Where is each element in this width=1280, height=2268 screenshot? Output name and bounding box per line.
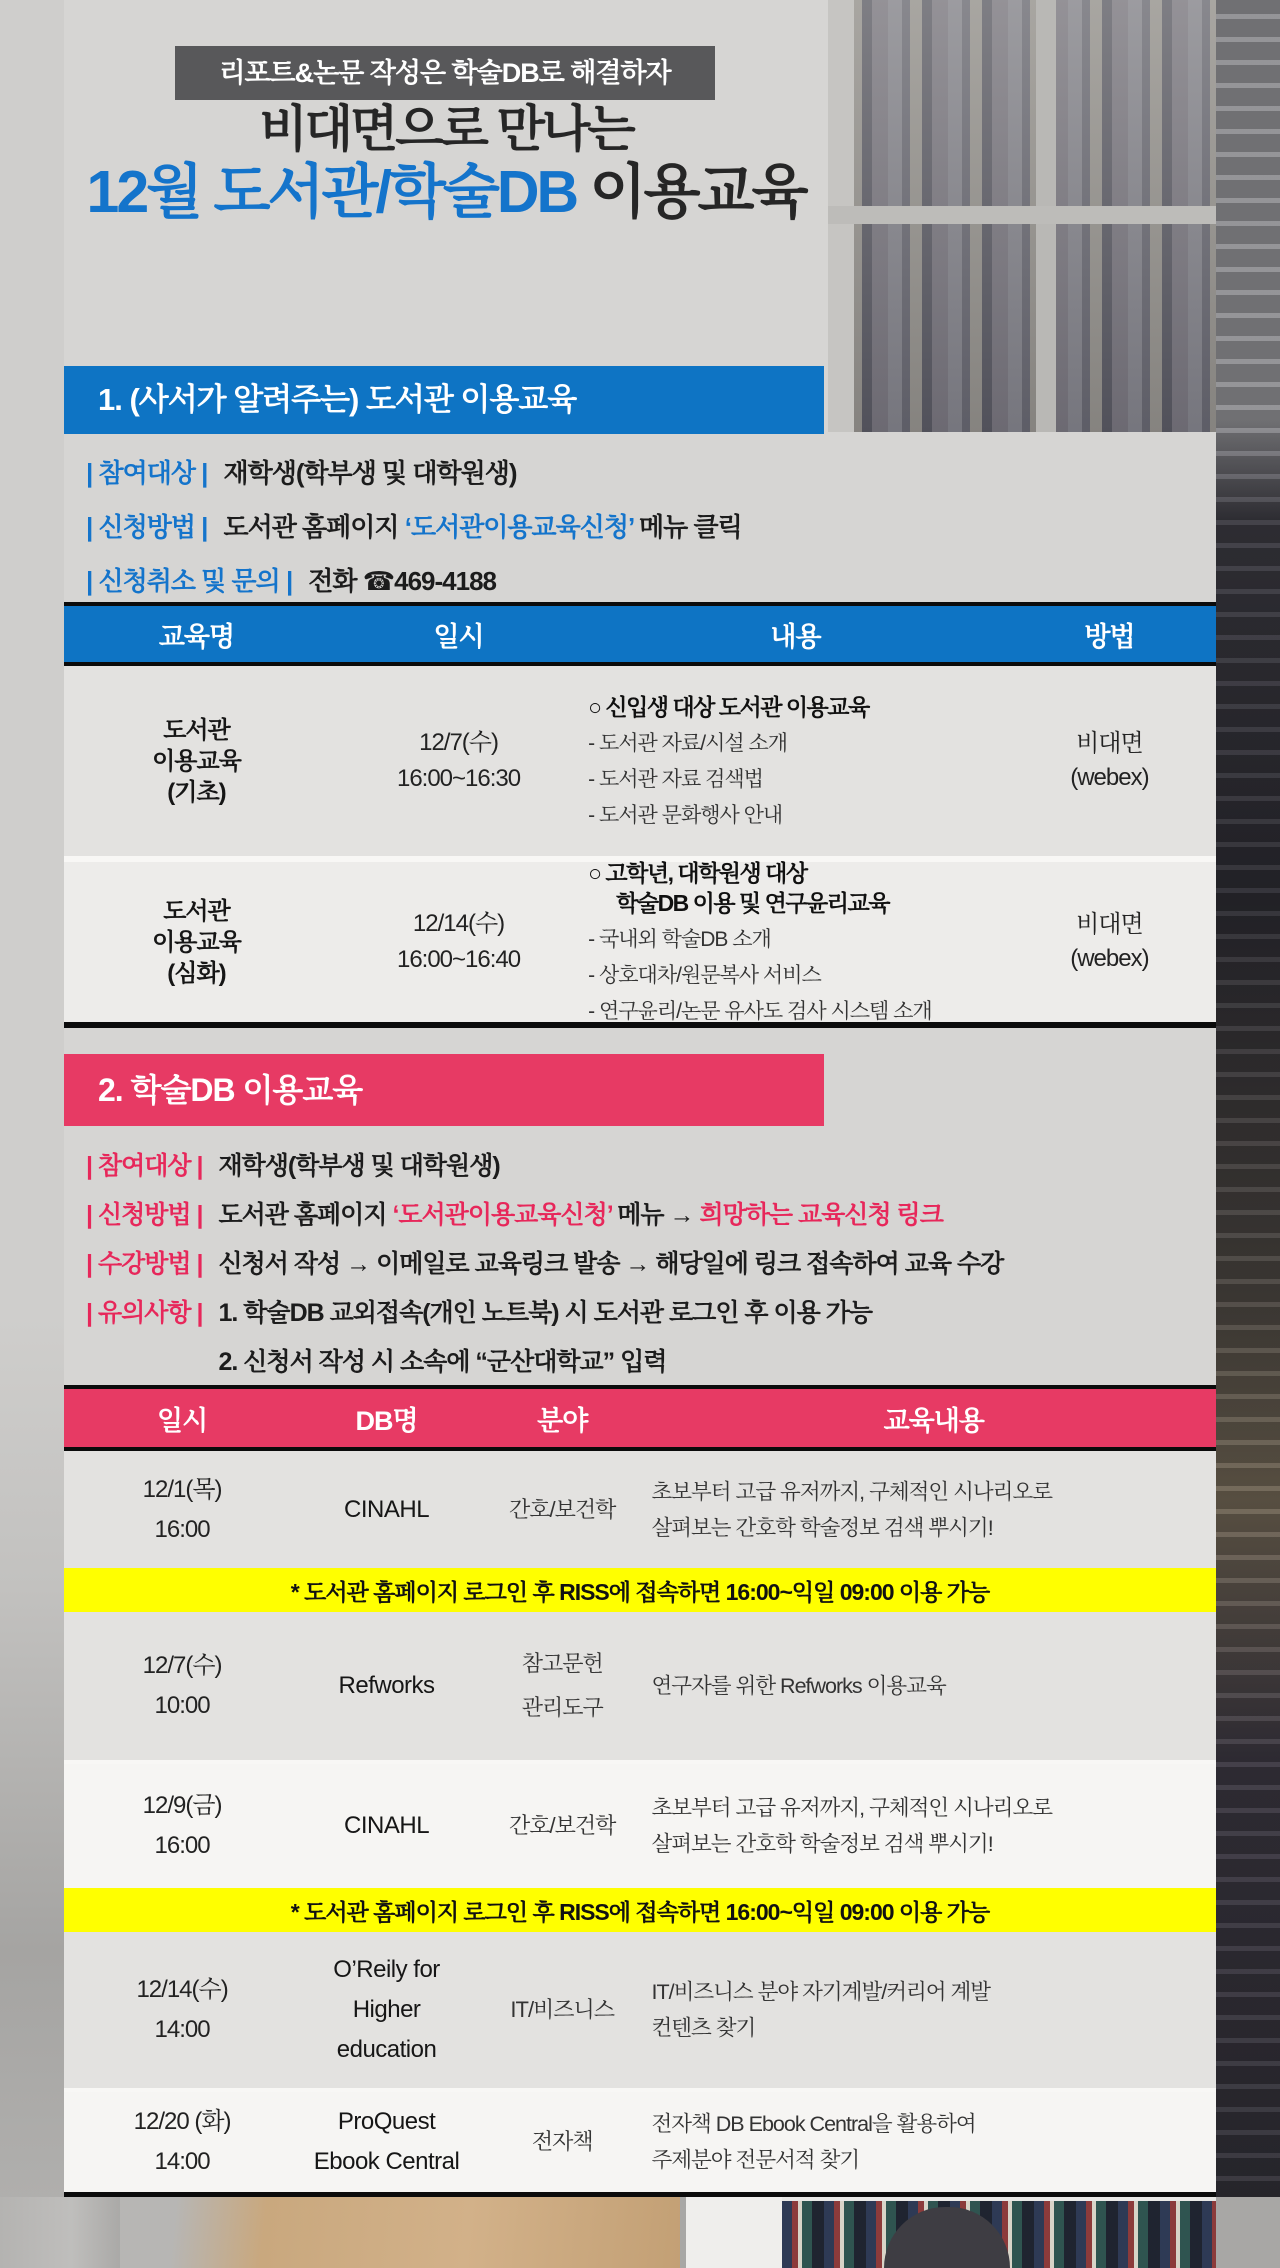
info-label: | 참여대상 | bbox=[86, 458, 208, 488]
title-rest: 이용교육 bbox=[576, 159, 806, 225]
description-line: 살펴보는 간호학 학술정보 검색 뿌시기! bbox=[651, 1515, 993, 1540]
table-bottom-border bbox=[64, 2192, 1216, 2197]
info-text-part: 재학생(학부생 및 대학원생) bbox=[218, 1152, 500, 1180]
poster-title bbox=[0, 100, 892, 226]
section2-info-list bbox=[86, 1142, 1216, 1387]
db-name-cell bbox=[300, 1666, 473, 1706]
info-line bbox=[86, 500, 1196, 554]
course-date-line: 16:00~16:40 bbox=[396, 946, 521, 973]
info-label: | 신청방법 | bbox=[86, 1201, 203, 1229]
section1-info-list bbox=[86, 446, 1196, 608]
column-header: 내용 bbox=[770, 621, 821, 652]
course-name-line: 도서관 bbox=[163, 897, 230, 925]
info-text bbox=[308, 566, 496, 596]
title-month-accent: 12월 도서관/학술DB bbox=[86, 159, 577, 225]
table2-header-row bbox=[64, 1385, 1216, 1451]
description-line: 초보부터 고급 유저까지, 구체적인 시나리오로 bbox=[651, 1479, 1052, 1504]
top-slogan-banner: 리포트&논문 작성은 학술DB로 해결하자 bbox=[175, 46, 715, 100]
background-photo-bookshelf-top-right bbox=[828, 0, 1280, 432]
info-text-part: 도서관 홈페이지 bbox=[223, 512, 405, 542]
session-date-line: 14:00 bbox=[154, 2016, 210, 2043]
session-date-line: 12/20 (화) bbox=[133, 2108, 231, 2135]
field-line: IT/비즈니스 bbox=[510, 1997, 615, 2022]
description-line: 살펴보는 간호학 학술정보 검색 뿌시기! bbox=[651, 1832, 993, 1856]
info-text-part: 전화 ☎469-4188 bbox=[308, 566, 496, 596]
description-line: 전자책 DB Ebook Central을 활용하여 bbox=[651, 2112, 976, 2136]
db-name-line: ProQuest bbox=[337, 2108, 436, 2135]
course-date-line: 12/14(수) bbox=[412, 910, 505, 937]
field-cell bbox=[473, 1642, 652, 1730]
section1-heading-strong: 도서관 이용교육 bbox=[365, 382, 577, 417]
info-text-part: 재학생(학부생 및 대학원생) bbox=[223, 458, 517, 488]
column-header: DB명 bbox=[355, 1405, 418, 1436]
info-text bbox=[223, 458, 516, 488]
section2-banner: 2. 학술DB 이용교육 bbox=[64, 1054, 824, 1126]
description-cell bbox=[652, 1664, 1216, 1708]
session-date-cell bbox=[64, 1970, 300, 2050]
course-name-line: 이용교육 bbox=[152, 747, 241, 775]
description-cell bbox=[652, 1970, 1216, 2050]
info-text-part: 도서관 홈페이지 bbox=[218, 1201, 393, 1229]
info-label: | 신청취소 및 문의 | bbox=[86, 566, 293, 596]
field-cell bbox=[473, 1804, 652, 1848]
session-date-cell bbox=[64, 1646, 300, 1726]
column-header: 교육내용 bbox=[883, 1405, 984, 1436]
content-heading: ○ 고학년, 대학원생 대상 bbox=[588, 860, 807, 886]
session-date-line: 12/14(수) bbox=[136, 1976, 228, 2003]
riss-notice-row: * 도서관 홈페이지 로그인 후 RISS에 접속하면 16:00~익일 09:00 이용 가능 bbox=[64, 1568, 1216, 1612]
title-line-2 bbox=[0, 158, 892, 226]
content-item: - 도서관 자료 검색법 bbox=[588, 768, 763, 791]
info-text bbox=[218, 1152, 499, 1180]
db-name-line: CINAHL bbox=[344, 1495, 430, 1523]
info-text bbox=[218, 1201, 942, 1229]
description-cell bbox=[652, 2102, 1216, 2182]
info-text bbox=[218, 1348, 666, 1376]
course-method-cell bbox=[1003, 727, 1216, 795]
column-header: 교육명 bbox=[158, 621, 235, 652]
content-item: - 도서관 문화행사 안내 bbox=[588, 804, 783, 827]
info-label: | 유의사항 | bbox=[86, 1299, 203, 1327]
course-date-cell bbox=[329, 906, 588, 978]
description-cell bbox=[652, 1786, 1216, 1866]
column-header: 방법 bbox=[1084, 621, 1135, 652]
field-line: 관리도구 bbox=[521, 1695, 603, 1720]
info-text-part: ‘도서관이용교육신청’ bbox=[404, 512, 634, 542]
info-line bbox=[86, 1289, 1216, 1338]
db-name-line: O’Reily for Higher bbox=[333, 1956, 440, 2023]
description-line: 초보부터 고급 유저까지, 구체적인 시나리오로 bbox=[651, 1796, 1052, 1820]
db-name-line: Refworks bbox=[338, 1672, 435, 1699]
title-line-1: 비대면으로 만나는 bbox=[259, 101, 633, 157]
session-date-line: 12/9(금) bbox=[142, 1792, 222, 1819]
info-label: | 신청방법 | bbox=[86, 512, 208, 542]
section1-banner bbox=[64, 366, 824, 434]
session-date-cell bbox=[64, 2102, 300, 2182]
db-name-line: education bbox=[336, 2036, 437, 2063]
background-photo-bookshelf-right-strip bbox=[1216, 0, 1280, 2268]
info-line bbox=[86, 1191, 1216, 1240]
session-date-line: 12/7(수) bbox=[142, 1652, 222, 1679]
background-photo-library-bottom bbox=[0, 2197, 1280, 2268]
course-content-cell bbox=[588, 692, 1003, 830]
column-header: 일시 bbox=[433, 621, 484, 652]
library-education-table bbox=[64, 602, 1216, 1028]
db-name-line: CINAHL bbox=[344, 1812, 430, 1839]
info-label: | 참여대상 | bbox=[86, 1152, 203, 1180]
info-text-part: 2. 신청서 작성 시 소속에 “군산대학교” 입력 bbox=[218, 1348, 667, 1376]
db-name-cell bbox=[300, 1950, 473, 2070]
section1-heading-prefix: 1. (사서가 알려주는) bbox=[98, 382, 366, 417]
session-date-line: 14:00 bbox=[154, 2148, 210, 2175]
db-name-cell bbox=[300, 2102, 473, 2182]
content-heading: ○ 신입생 대상 도서관 이용교육 bbox=[588, 694, 869, 720]
column-header: 일시 bbox=[156, 1405, 208, 1436]
field-line: 간호/보건학 bbox=[509, 1496, 616, 1522]
info-text-part: 1. 학술DB 교외접속(개인 노트북) 시 도서관 로그인 후 이용 가능 bbox=[218, 1299, 873, 1327]
course-name-line: (심화) bbox=[167, 959, 226, 987]
description-line: 연구자를 위한 Refworks 이용교육 bbox=[651, 1674, 946, 1698]
content-item: - 국내외 학술DB 소개 bbox=[588, 928, 771, 951]
course-name-cell bbox=[64, 715, 329, 808]
course-method-line: 비대면 bbox=[1076, 730, 1143, 757]
db-name-cell bbox=[300, 1806, 473, 1846]
db-session-row bbox=[64, 1612, 1216, 1760]
info-line bbox=[86, 446, 1196, 500]
course-method-line: (webex) bbox=[1070, 945, 1149, 972]
info-line bbox=[86, 1142, 1216, 1191]
session-date-cell bbox=[64, 1470, 300, 1550]
photo-wood-floor bbox=[120, 2197, 680, 2268]
content-item: - 상호대차/원문복사 서비스 bbox=[588, 964, 821, 987]
db-name-cell bbox=[300, 1490, 473, 1530]
db-session-row bbox=[64, 1451, 1216, 1568]
db-name-line: Ebook Central bbox=[313, 2148, 460, 2175]
session-date-line: 12/1(목) bbox=[142, 1475, 222, 1503]
info-text bbox=[223, 512, 741, 542]
course-row bbox=[64, 862, 1216, 1022]
info-text-part: 메뉴 클릭 bbox=[633, 512, 742, 542]
course-method-line: (webex) bbox=[1070, 764, 1149, 791]
course-date-line: 12/7(수) bbox=[419, 729, 498, 756]
info-line bbox=[86, 1240, 1216, 1289]
session-date-cell bbox=[64, 1786, 300, 1866]
session-date-line: 16:00 bbox=[154, 1515, 210, 1543]
column-header: 분야 bbox=[537, 1405, 588, 1436]
info-text-part: 희망하는 교육신청 링크 bbox=[699, 1201, 943, 1229]
content-item: - 연구윤리/논문 유사도 검사 시스템 소개 bbox=[588, 1000, 932, 1023]
course-content-cell bbox=[588, 858, 1003, 1026]
description-cell bbox=[652, 1470, 1216, 1550]
riss-notice-row: * 도서관 홈페이지 로그인 후 RISS에 접속하면 16:00~익일 09:00 이용 가능 bbox=[64, 1888, 1216, 1932]
description-line: 컨텐츠 찾기 bbox=[651, 2016, 756, 2040]
photo-white-pillar bbox=[686, 2197, 782, 2268]
content-item: - 도서관 자료/시설 소개 bbox=[588, 732, 788, 755]
content-heading: 학술DB 이용 및 연구윤리교육 bbox=[616, 890, 889, 916]
session-date-line: 16:00 bbox=[154, 1832, 210, 1859]
info-text-part: ‘도서관이용교육신청’ bbox=[392, 1201, 612, 1229]
course-name-cell bbox=[64, 896, 329, 989]
photo-shelf-edge bbox=[0, 2197, 130, 2268]
course-method-line: 비대면 bbox=[1076, 911, 1143, 938]
field-cell bbox=[473, 1488, 652, 1532]
field-line: 간호/보건학 bbox=[509, 1813, 616, 1838]
field-line: 전자책 bbox=[531, 2129, 593, 2154]
info-text-part: 메뉴 → bbox=[612, 1201, 700, 1229]
db-session-row bbox=[64, 1932, 1216, 2088]
academic-db-table bbox=[64, 1385, 1216, 2197]
info-label: | 수강방법 | bbox=[86, 1250, 203, 1278]
field-cell bbox=[473, 2120, 652, 2164]
info-text bbox=[218, 1250, 1003, 1278]
db-session-row bbox=[64, 2092, 1216, 2192]
description-line: IT/비즈니스 분야 자기계발/커리어 계발 bbox=[651, 1980, 991, 2004]
field-cell bbox=[473, 1988, 652, 2032]
info-text bbox=[218, 1299, 872, 1327]
session-date-line: 10:00 bbox=[154, 1692, 210, 1719]
course-row bbox=[64, 666, 1216, 856]
info-text-part: 신청서 작성 → 이메일로 교육링크 발송 → 해당일에 링크 접속하여 교육 수강 bbox=[218, 1250, 1004, 1278]
info-line bbox=[86, 554, 1196, 608]
course-date-cell bbox=[329, 725, 588, 797]
course-date-line: 16:00~16:30 bbox=[396, 765, 521, 792]
field-line: 참고문헌 bbox=[521, 1651, 603, 1676]
description-line: 주제분야 전문서적 찾기 bbox=[651, 2148, 860, 2172]
bookshelf-shelf-bar bbox=[828, 206, 1280, 224]
course-method-cell bbox=[1003, 908, 1216, 976]
table1-header-row bbox=[64, 602, 1216, 666]
course-name-line: 이용교육 bbox=[152, 928, 241, 956]
background-photo-left-strip bbox=[0, 0, 64, 2268]
db-session-row bbox=[64, 1764, 1216, 1888]
course-name-line: (기초) bbox=[167, 778, 226, 806]
info-line bbox=[86, 1338, 1216, 1387]
course-name-line: 도서관 bbox=[163, 716, 230, 744]
